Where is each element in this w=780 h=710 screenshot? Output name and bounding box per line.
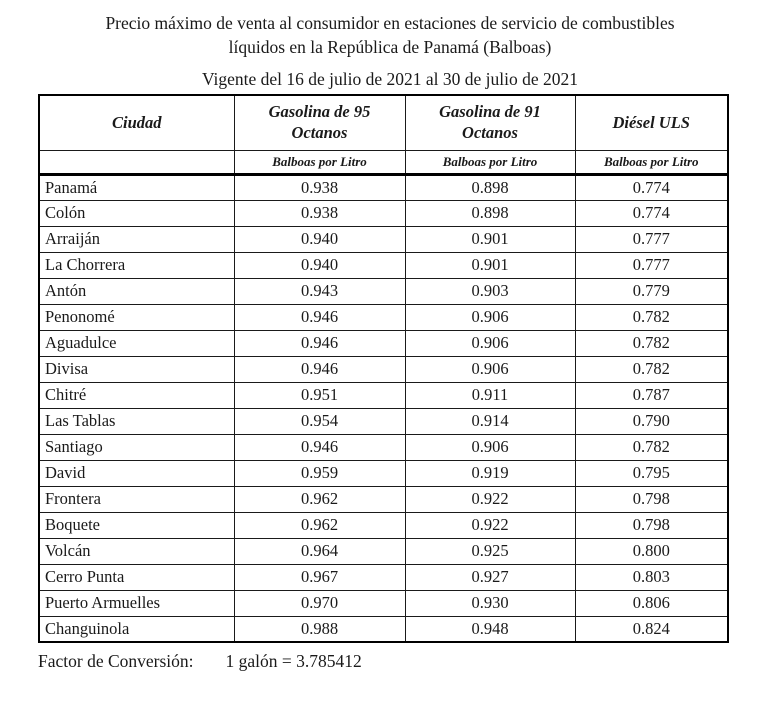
price-cell: 0.903	[405, 278, 575, 304]
price-cell: 0.914	[405, 408, 575, 434]
table-row	[39, 564, 728, 590]
city-cell: Frontera	[39, 486, 234, 512]
column-header-row	[39, 95, 728, 150]
price-cell: 0.774	[575, 200, 728, 226]
price-cell: 0.922	[405, 486, 575, 512]
price-cell: 0.927	[405, 564, 575, 590]
price-cell: 0.925	[405, 538, 575, 564]
price-cell: 0.906	[405, 330, 575, 356]
price-cell: 0.940	[234, 226, 405, 252]
city-cell: Changuinola	[39, 616, 234, 642]
price-cell: 0.806	[575, 590, 728, 616]
price-cell: 0.901	[405, 226, 575, 252]
unit-header-gasolina-91: Balboas por Litro	[405, 150, 575, 174]
column-header-gasolina-95: Gasolina de 95 Octanos	[234, 95, 405, 150]
price-cell: 0.782	[575, 304, 728, 330]
table-row	[39, 356, 728, 382]
table-row	[39, 252, 728, 278]
table-row	[39, 486, 728, 512]
price-cell: 0.782	[575, 330, 728, 356]
conversion-factor-label: Factor de Conversión:	[38, 651, 194, 672]
city-cell: Las Tablas	[39, 408, 234, 434]
price-cell: 0.962	[234, 512, 405, 538]
city-cell: David	[39, 460, 234, 486]
table-row	[39, 278, 728, 304]
price-cell: 0.930	[405, 590, 575, 616]
price-cell: 0.798	[575, 512, 728, 538]
price-cell: 0.919	[405, 460, 575, 486]
table-row	[39, 408, 728, 434]
unit-header-diesel-uls: Balboas por Litro	[575, 150, 728, 174]
table-row	[39, 330, 728, 356]
table-row	[39, 200, 728, 226]
price-cell: 0.782	[575, 356, 728, 382]
price-cell: 0.938	[234, 174, 405, 200]
document-title-line1: Precio máximo de venta al consumidor en estaciones de servicio de combustibles	[105, 13, 675, 33]
city-cell: Santiago	[39, 434, 234, 460]
price-cell: 0.948	[405, 616, 575, 642]
price-cell: 0.959	[234, 460, 405, 486]
column-header-diesel-uls: Diésel ULS	[575, 95, 728, 150]
price-cell: 0.940	[234, 252, 405, 278]
city-cell: Volcán	[39, 538, 234, 564]
price-cell: 0.782	[575, 434, 728, 460]
price-cell: 0.906	[405, 356, 575, 382]
price-cell: 0.988	[234, 616, 405, 642]
price-cell: 0.938	[234, 200, 405, 226]
table-row	[39, 434, 728, 460]
column-header-ciudad: Ciudad	[39, 95, 234, 150]
price-cell: 0.911	[405, 382, 575, 408]
table-row	[39, 512, 728, 538]
price-cell: 0.964	[234, 538, 405, 564]
price-cell: 0.803	[575, 564, 728, 590]
price-cell: 0.777	[575, 252, 728, 278]
city-cell: Panamá	[39, 174, 234, 200]
price-cell: 0.901	[405, 252, 575, 278]
document-title	[0, 0, 780, 59]
table-row	[39, 460, 728, 486]
price-table-body	[39, 174, 728, 642]
conversion-factor	[38, 651, 780, 672]
price-cell: 0.946	[234, 434, 405, 460]
table-row	[39, 616, 728, 642]
price-cell: 0.946	[234, 304, 405, 330]
price-cell: 0.824	[575, 616, 728, 642]
column-header-gasolina-91: Gasolina de 91 Octanos	[405, 95, 575, 150]
city-cell: Cerro Punta	[39, 564, 234, 590]
price-cell: 0.906	[405, 304, 575, 330]
table-row	[39, 304, 728, 330]
city-cell: Chitré	[39, 382, 234, 408]
price-cell: 0.951	[234, 382, 405, 408]
price-cell: 0.962	[234, 486, 405, 512]
table-row	[39, 590, 728, 616]
price-cell: 0.779	[575, 278, 728, 304]
price-cell: 0.906	[405, 434, 575, 460]
price-cell: 0.898	[405, 174, 575, 200]
price-cell: 0.798	[575, 486, 728, 512]
table-row	[39, 382, 728, 408]
conversion-factor-value: 1 galón = 3.785412	[225, 651, 362, 672]
price-cell: 0.774	[575, 174, 728, 200]
price-cell: 0.946	[234, 356, 405, 382]
price-cell: 0.967	[234, 564, 405, 590]
city-cell: La Chorrera	[39, 252, 234, 278]
city-cell: Penonomé	[39, 304, 234, 330]
unit-header-gasolina-95: Balboas por Litro	[234, 150, 405, 174]
price-cell: 0.787	[575, 382, 728, 408]
city-cell: Arraiján	[39, 226, 234, 252]
fuel-price-table	[38, 94, 729, 643]
table-row	[39, 226, 728, 252]
price-cell: 0.946	[234, 330, 405, 356]
table-row	[39, 538, 728, 564]
validity-period: Vigente del 16 de julio de 2021 al 30 de julio de 2021	[201, 69, 579, 90]
price-cell: 0.943	[234, 278, 405, 304]
unit-header-row	[39, 150, 728, 174]
city-cell: Aguadulce	[39, 330, 234, 356]
price-cell: 0.898	[405, 200, 575, 226]
price-cell: 0.922	[405, 512, 575, 538]
city-cell: Boquete	[39, 512, 234, 538]
city-cell: Colón	[39, 200, 234, 226]
city-cell: Antón	[39, 278, 234, 304]
price-cell: 0.777	[575, 226, 728, 252]
price-cell: 0.795	[575, 460, 728, 486]
price-cell: 0.954	[234, 408, 405, 434]
price-cell: 0.790	[575, 408, 728, 434]
price-cell: 0.800	[575, 538, 728, 564]
unit-header-empty	[39, 150, 234, 174]
table-row	[39, 174, 728, 200]
price-cell: 0.970	[234, 590, 405, 616]
document-title-line2: líquidos en la República de Panamá (Balboas)	[228, 36, 552, 57]
city-cell: Puerto Armuelles	[39, 590, 234, 616]
city-cell: Divisa	[39, 356, 234, 382]
